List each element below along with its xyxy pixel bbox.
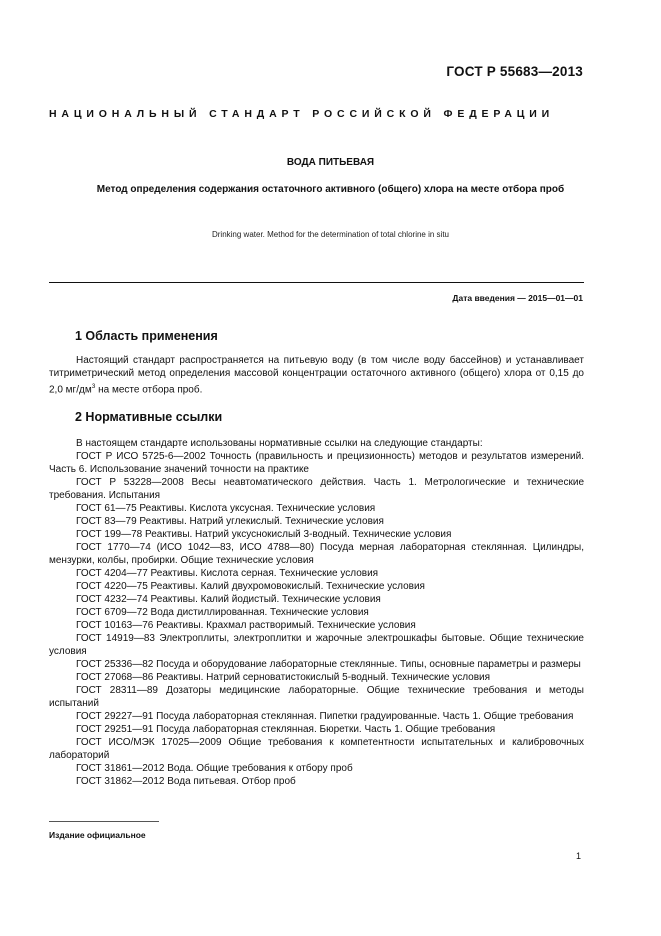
section-2-heading: 2 Нормативные ссылки: [75, 410, 223, 424]
list-item: ГОСТ Р 53228—2008 Весы неавтоматического действия. Часть 1. Метрологические и технические требования. Испытания: [49, 477, 584, 501]
list-item: ГОСТ 61—75 Реактивы. Кислота уксусная. Технические условия: [76, 503, 376, 514]
section-1-text-end: на месте отбора проб.: [95, 384, 203, 396]
list-item: В настоящем стандарте использованы нормативные ссылки на следующие стандарты:: [76, 438, 483, 449]
list-item: ГОСТ Р ИСО 5725-6—2002 Точность (правильность и прецизионность) методов и результатов измерений. Часть 6. Использование значений точности на практике: [49, 451, 584, 475]
list-item: ГОСТ 199—78 Реактивы. Натрий уксуснокислый 3-водный. Технические условия: [76, 529, 452, 540]
section-1-heading: 1 Область применения: [75, 329, 218, 343]
footer-rule: [49, 821, 159, 822]
list-item: ГОСТ 25336—82 Посуда и оборудование лабораторные стеклянные. Типы, основные параметры и размеры: [76, 659, 581, 670]
list-item: ГОСТ 27068—86 Реактивы. Натрий серноватистокислый 5-водный. Технические условия: [76, 672, 491, 683]
list-item: ГОСТ 4204—77 Реактивы. Кислота серная. Технические условия: [76, 568, 379, 579]
document-title: ВОДА ПИТЬЕВАЯ: [286, 157, 375, 168]
list-item: ГОСТ 29227—91 Посуда лабораторная стеклянная. Пипетки градуированные. Часть 1. Общие требования: [76, 711, 574, 722]
list-item: ГОСТ 10163—76 Реактивы. Крахмал растворимый. Технические условия: [76, 620, 416, 631]
list-item: ГОСТ 4220—75 Реактивы. Калий двухромовокислый. Технические условия: [76, 581, 425, 592]
normative-references-list: [49, 437, 584, 788]
section-1-paragraph: [49, 354, 584, 396]
introduction-date: Дата введения — 2015—01—01: [452, 293, 583, 303]
section-1-superscript: 3: [91, 383, 96, 390]
page-number: 1: [575, 851, 581, 861]
list-item: ГОСТ 31862—2012 Вода питьевая. Отбор проб: [76, 776, 296, 787]
gost-number: ГОСТ Р 55683—2013: [446, 64, 583, 79]
english-title: Drinking water. Method for the determination of total chlorine in situ: [211, 230, 449, 239]
list-item: ГОСТ 28311—89 Дозаторы медицинские лабораторные. Общие технические требования и методы испытаний: [49, 685, 584, 709]
list-item: ГОСТ 6709—72 Вода дистиллированная. Технические условия: [76, 607, 369, 618]
list-item: ГОСТ 1770—74 (ИСО 1042—83, ИСО 4788—80) Посуда мерная лабораторная стеклянная. Цилиндры, мензурки, колбы, пробирки. Общие технические условия: [49, 542, 584, 566]
official-edition-label: Издание официальное: [49, 830, 146, 840]
list-item: ГОСТ 14919—83 Электроплиты, электроплитки и жарочные электрошкафы бытовые. Общие технические условия: [49, 633, 584, 657]
list-item: ГОСТ ИСО/МЭК 17025—2009 Общие требования к компетентности испытательных и калибровочных лабораторий: [49, 737, 584, 761]
list-item: ГОСТ 83—79 Реактивы. Натрий углекислый. Технические условия: [76, 516, 384, 527]
document-subtitle: Метод определения содержания остаточного активного (общего) хлора на месте отбора проб: [96, 184, 565, 195]
national-standard-banner: НАЦИОНАЛЬНЫЙ СТАНДАРТ РОССИЙСКОЙ ФЕДЕРАЦИИ: [49, 108, 555, 120]
list-item: ГОСТ 4232—74 Реактивы. Калий йодистый. Технические условия: [76, 594, 381, 605]
section-1-text: Настоящий стандарт распространяется на питьевую воду (в том числе воду бассейнов) и устанавливает титриметрический метод определения массовой концентрации остаточного активного (общего) хлора от 0,15 до 2,0 мг/дм: [49, 355, 584, 396]
list-item: ГОСТ 31861—2012 Вода. Общие требования к отбору проб: [76, 763, 353, 774]
header-divider: [49, 282, 584, 283]
list-item: ГОСТ 29251—91 Посуда лабораторная стеклянная. Бюретки. Часть 1. Общие требования: [76, 724, 496, 735]
